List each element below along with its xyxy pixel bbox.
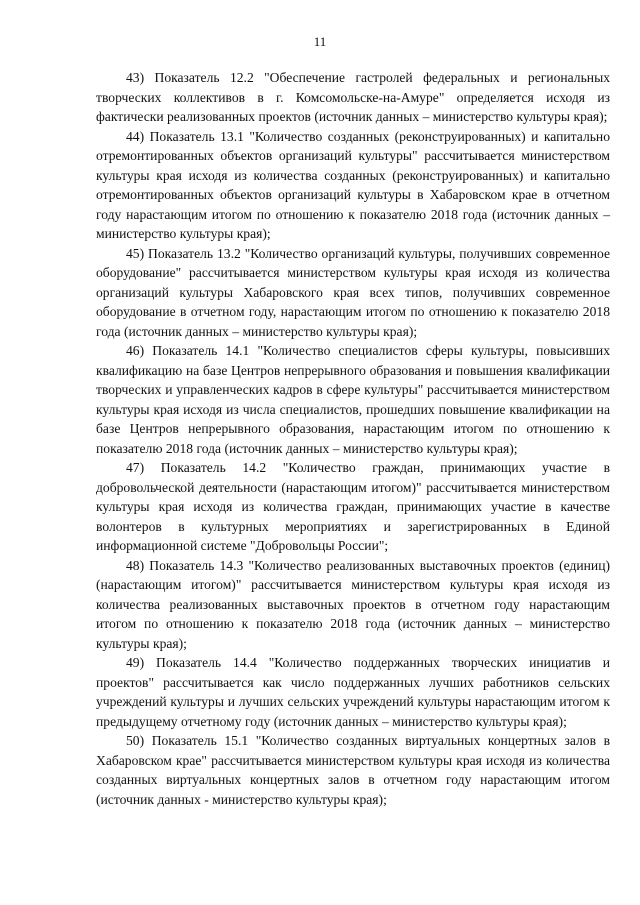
- paragraph-45: 45) Показатель 13.2 "Количество организаций культуры, получивших современное оборудование" рассчитывается министерством культуры края исходя из количества организаций культуры Хабаровского края всех типов, получивших современное оборудование в отчетном году, нарастающим итогом по отношению к показателю 2018 года (источник данных – министерство культуры края);: [96, 245, 610, 339]
- document-body: [96, 68, 610, 809]
- paragraph-44: 44) Показатель 13.1 "Количество созданных (реконструированных) и капитально отремонтированных объектов организаций культуры" рассчитывается министерством культуры края исходя из количества созданных (реконструированных) и капитально отремонтированных объектов организаций культуры в Хабаровском крае в отчетном году нарастающим итогом по отношению к показателю 2018 года (источник данных – министерство культуры края);: [96, 128, 610, 241]
- paragraph-43: 43) Показатель 12.2 "Обеспечение гастролей федеральных и региональных творческих коллективов в г. Комсомольске-на-Амуре" определяется исходя из фактически реализованных проектов (источник данных – министерство культуры края);: [96, 70, 610, 124]
- paragraph-50: 50) Показатель 15.1 "Количество созданных виртуальных концертных залов в Хабаровском крае" рассчитывается министерством культуры края исходя из количества созданных виртуальных концертных залов в отчетном году нарастающим итогом (источник данных - министерство культуры края);: [96, 733, 610, 807]
- paragraph-46: 46) Показатель 14.1 "Количество специалистов сферы культуры, повысивших квалификацию на базе Центров непрерывного образования и повышения квалификации творческих и управленческих кадров в сфере культуры" рассчитывается министерством культуры края исходя из числа специалистов, прошедших повышение квалификации на базе Центров непрерывного образования, нарастающим итогом по отношению к показателю 2018 года (источник данных – министерство культуры края);: [96, 343, 610, 456]
- paragraph-48: 48) Показатель 14.3 "Количество реализованных выставочных проектов (единиц) (нарастающим итогом)" рассчитывается министерством культуры края исходя из количества реализованных выставочных проектов в отчетном году нарастающим итогом по отношению к показателю 2018 года (источник данных – министерство культуры края);: [96, 557, 610, 651]
- paragraph-47: 47) Показатель 14.2 "Количество граждан, принимающих участие в добровольческой деятельности (нарастающим итогом)" рассчитывается министерством культуры края исходя из количества граждан, принимающих участие в качестве волонтеров в культурных мероприятиях и зарегистрированных в Единой информационной системе "Добровольцы России";: [96, 460, 610, 553]
- paragraph-49: 49) Показатель 14.4 "Количество поддержанных творческих инициатив и проектов" рассчитывается как число поддержанных лучших работников сельских учреждений культуры и лучших сельских учреждений культуры нарастающим итогом к предыдущему отчетному году (источник данных – министерство культуры края);: [96, 655, 610, 729]
- page-number: 11: [313, 34, 327, 49]
